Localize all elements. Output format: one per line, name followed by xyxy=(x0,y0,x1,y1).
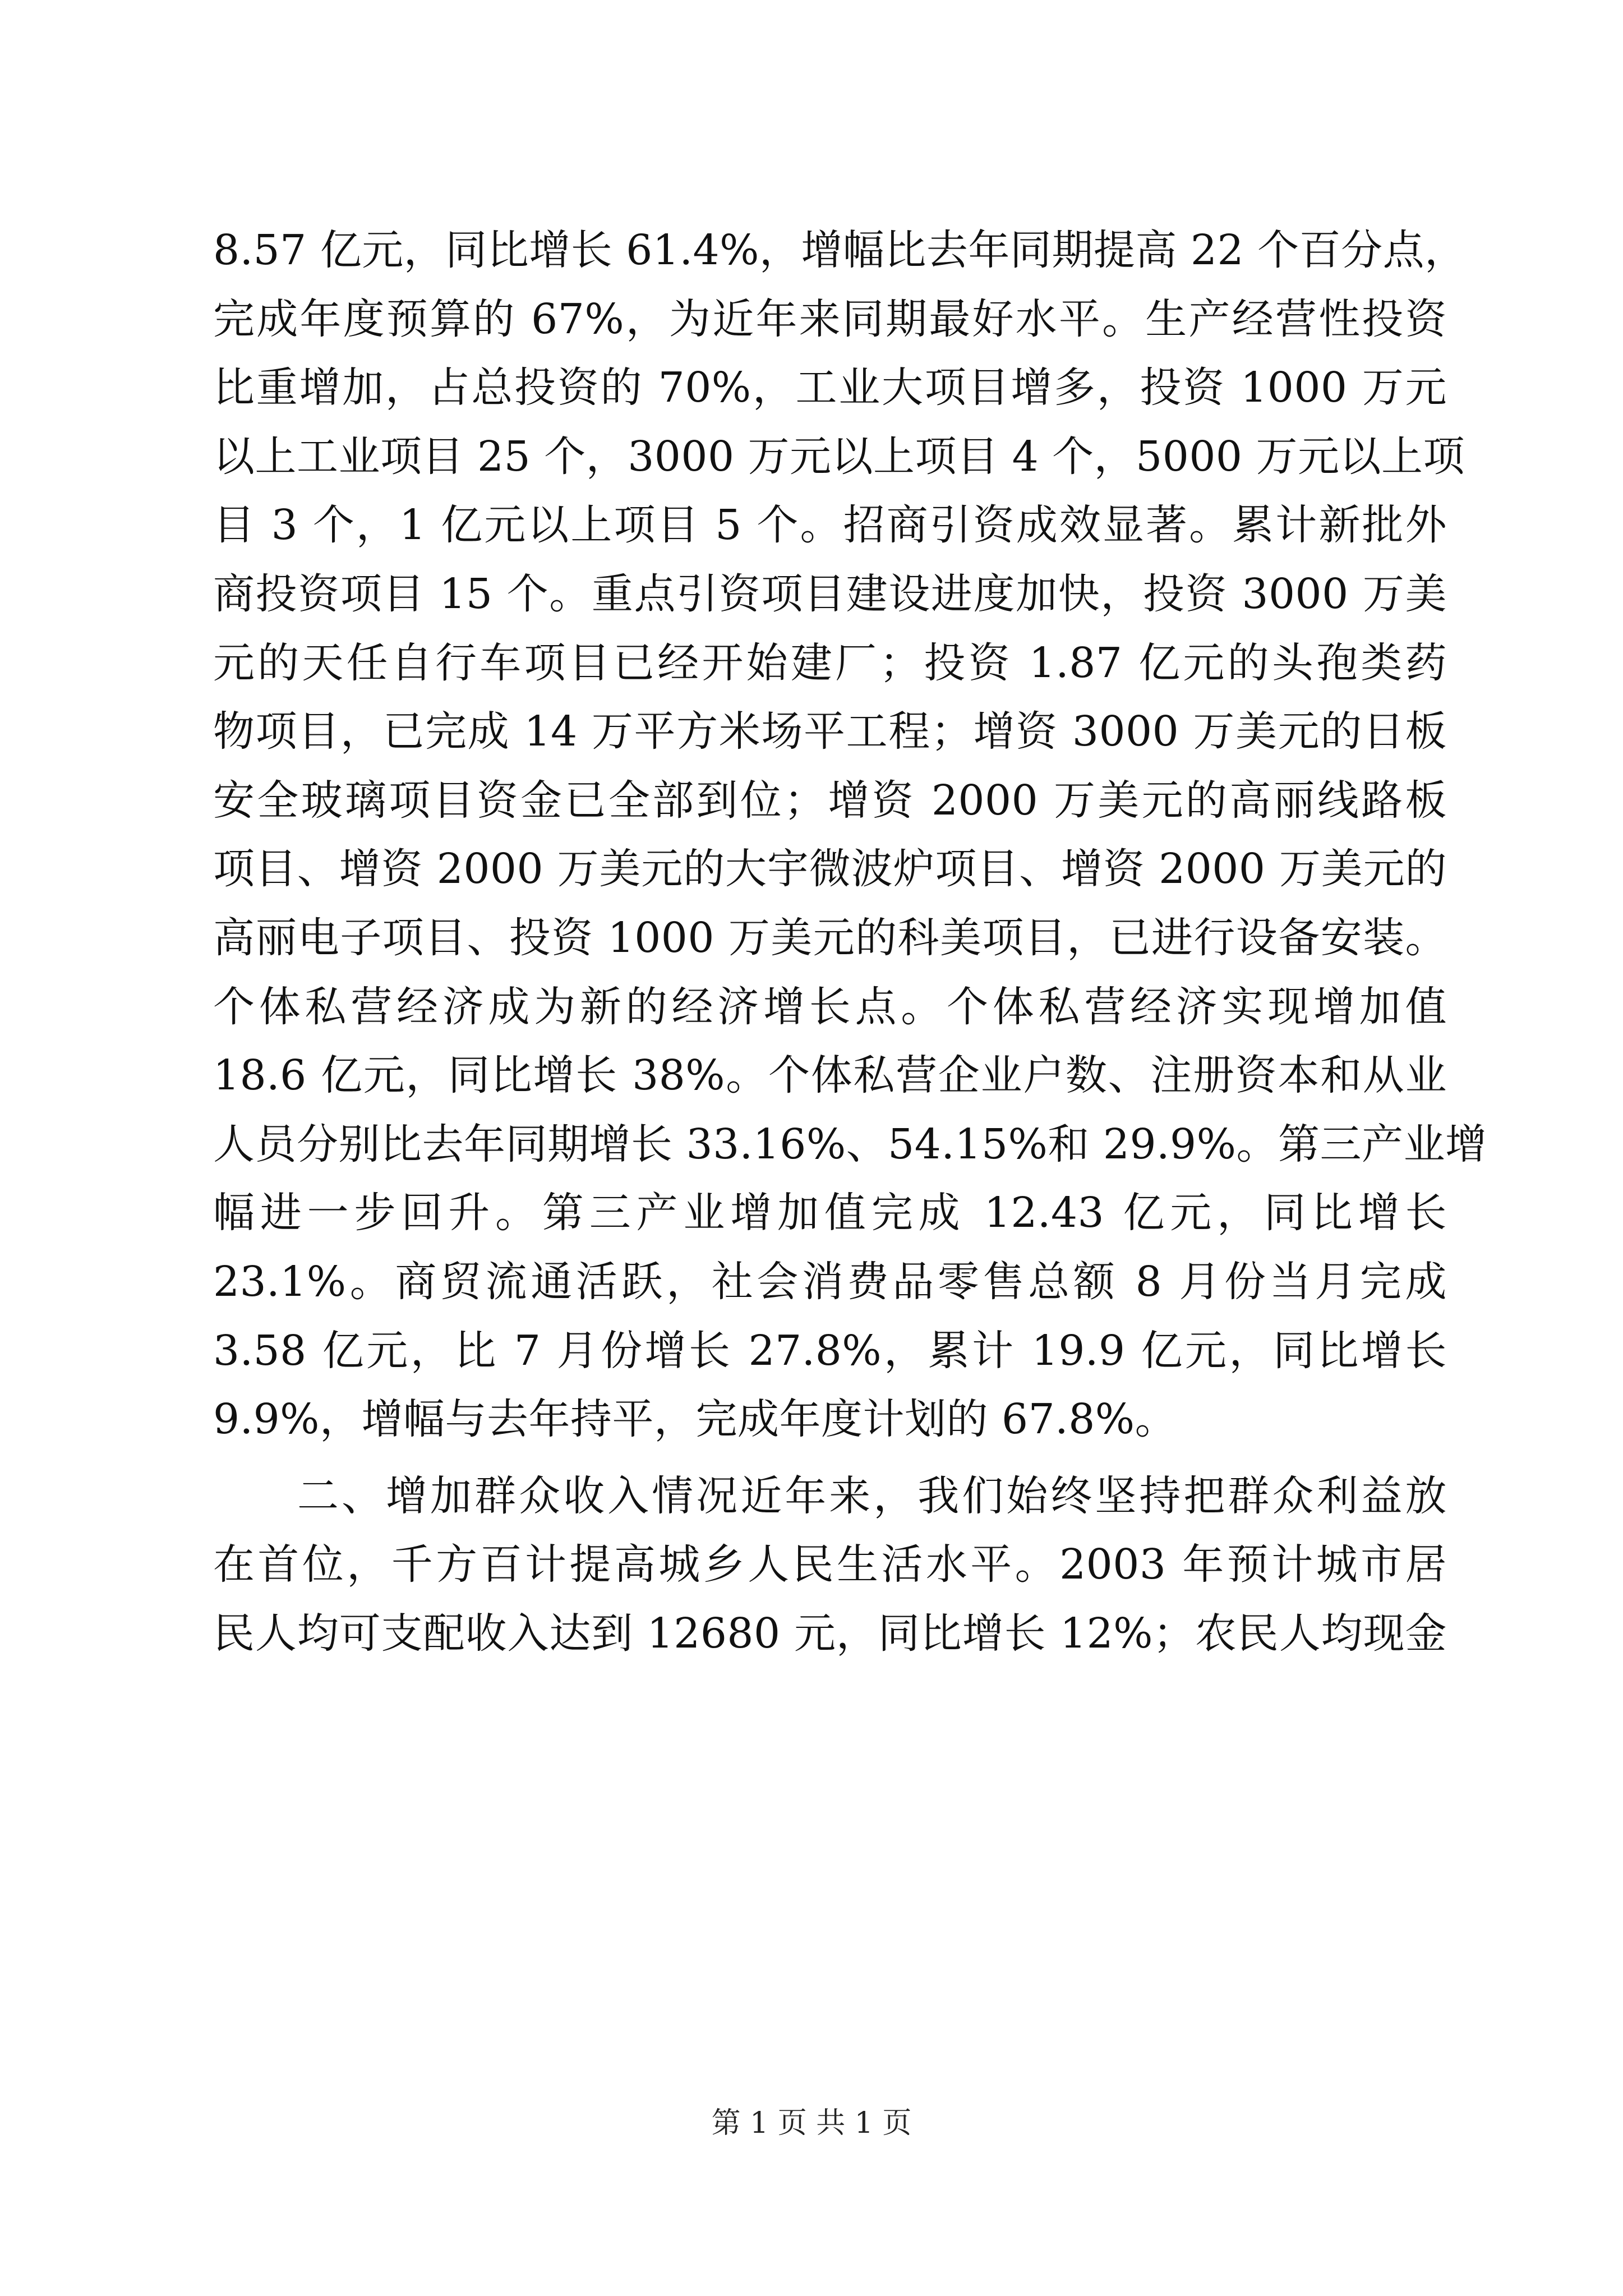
text-line: 以上工业项目 25 个，3000 万元以上项目 4 个，5000 万元以上项 xyxy=(213,432,1465,481)
text-line: 比重增加，占总投资的 70%，工业大项目增多，投资 1000 万元 xyxy=(213,364,1447,412)
text-line: 9.9%，增幅与去年持平，完成年度计划的 67.8%。 xyxy=(213,1395,1177,1444)
document-body xyxy=(213,216,1487,1668)
text-line: 民人均可支配收入达到 12680 元，同比增长 12%；农民人均现金 xyxy=(213,1609,1447,1658)
text-line: 18.6 亿元，同比增长 38%。个体私营企业户数、注册资本和从业 xyxy=(213,1051,1447,1100)
text-line: 8.57 亿元，同比增长 61.4%，增幅比去年同期提高 22 个百分点， xyxy=(213,226,1467,274)
text-line: 安全玻璃项目资金已全部到位；增资 2000 万美元的高丽线路板 xyxy=(213,776,1447,825)
text-line: 元的天任自行车项目已经开始建厂；投资 1.87 亿元的头孢类药 xyxy=(213,638,1447,687)
text-line: 幅进一步回升。第三产业增加值完成 12.43 亿元，同比增长 xyxy=(213,1189,1447,1237)
text-line: 高丽电子项目、投资 1000 万美元的科美项目，已进行设备安装。 xyxy=(213,913,1447,962)
text-line: 23.1%。商贸流通活跃，社会消费品零售总额 8 月份当月完成 xyxy=(213,1257,1447,1306)
text-line: 完成年度预算的 67%，为近年来同期最好水平。生产经营性投资 xyxy=(213,295,1447,343)
text-line: 在首位，千方百计提高城乡人民生活水平。2003 年预计城市居 xyxy=(213,1540,1447,1589)
page-footer: 第 1 页 共 1 页 xyxy=(711,2106,912,2140)
paragraph-first-line: 二、增加群众收入情况近年来，我们始终坚持把群众利益放 xyxy=(297,1471,1447,1520)
text-line: 商投资项目 15 个。重点引资项目建设进度加快，投资 3000 万美 xyxy=(213,569,1447,618)
text-line: 人员分别比去年同期增长 33.16%、54.15%和 29.9%。第三产业增 xyxy=(213,1120,1487,1168)
text-line: 物项目，已完成 14 万平方米场平工程；增资 3000 万美元的日板 xyxy=(213,707,1447,756)
text-line: 项目、增资 2000 万美元的大宇微波炉项目、增资 2000 万美元的 xyxy=(213,845,1447,894)
text-line: 目 3 个，1 亿元以上项目 5 个。招商引资成效显著。累计新批外 xyxy=(213,501,1447,550)
text-line: 个体私营经济成为新的经济增长点。个体私营经济实现增加值 xyxy=(213,982,1447,1031)
text-line: 3.58 亿元，比 7 月份增长 27.8%，累计 19.9 亿元，同比增长 xyxy=(213,1326,1447,1375)
